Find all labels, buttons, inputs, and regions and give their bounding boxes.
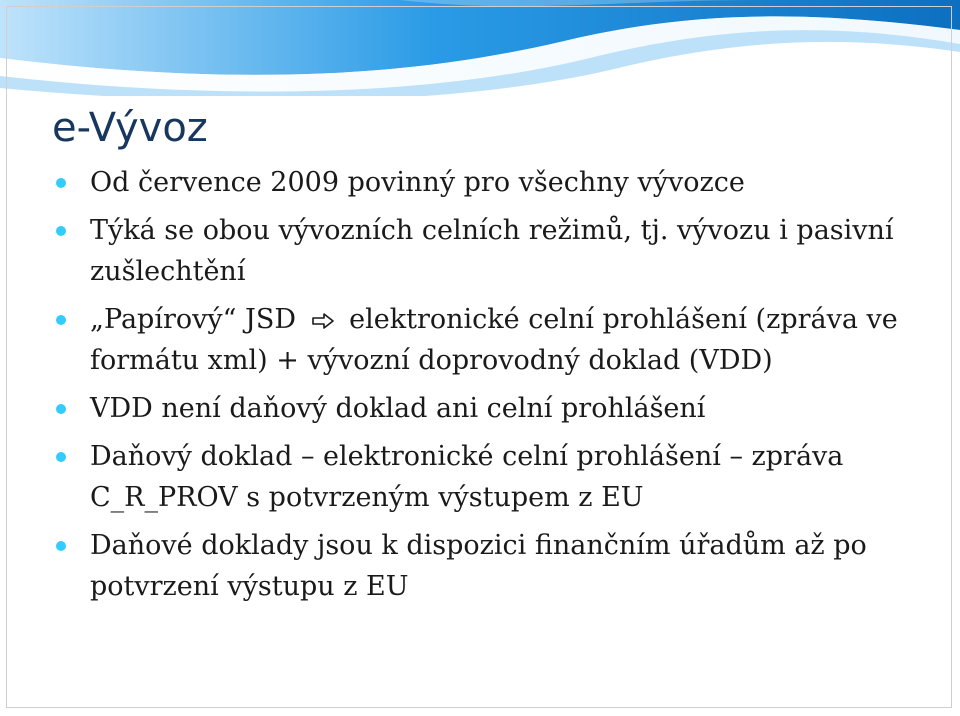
bullet-text: Daňové doklady jsou k dispozici finančním úřadům až po potvrzení výstupu z EU <box>90 530 867 602</box>
bullet-text-before: „Papírový“ JSD <box>90 304 296 335</box>
bullet-item <box>52 525 922 607</box>
bullet-item <box>52 388 922 429</box>
bullet-text: Daňový doklad – elektronické celní prohlášení – zpráva C_R_PROV s potvrzeným výstupem z EU <box>90 441 844 513</box>
bullet-dot-icon <box>56 226 66 236</box>
right-arrow-icon <box>311 312 335 330</box>
bullet-item <box>52 299 922 381</box>
bullet-item <box>52 162 922 203</box>
bullet-text: VDD není daňový doklad ani celní prohlášení <box>90 393 706 424</box>
bullet-dot-icon <box>56 404 66 414</box>
bullet-text: Týká se obou vývozních celních režimů, tj. vývozu i pasivní zušlechtění <box>90 215 894 287</box>
bullet-list <box>52 162 922 614</box>
bullet-item <box>52 436 922 518</box>
slide-title: e-Vývoz <box>52 105 208 151</box>
bullet-text-after: elektronické celní prohlášení (zpráva ve formátu xml) + vývozní doprovodný doklad (VDD) <box>90 304 898 376</box>
bullet-item <box>52 210 922 292</box>
bullet-text: Od července 2009 povinný pro všechny vývozce <box>90 167 745 198</box>
bullet-dot-icon <box>56 452 66 462</box>
bullet-dot-icon <box>56 541 66 551</box>
bullet-dot-icon <box>56 178 66 188</box>
bullet-dot-icon <box>56 315 66 325</box>
